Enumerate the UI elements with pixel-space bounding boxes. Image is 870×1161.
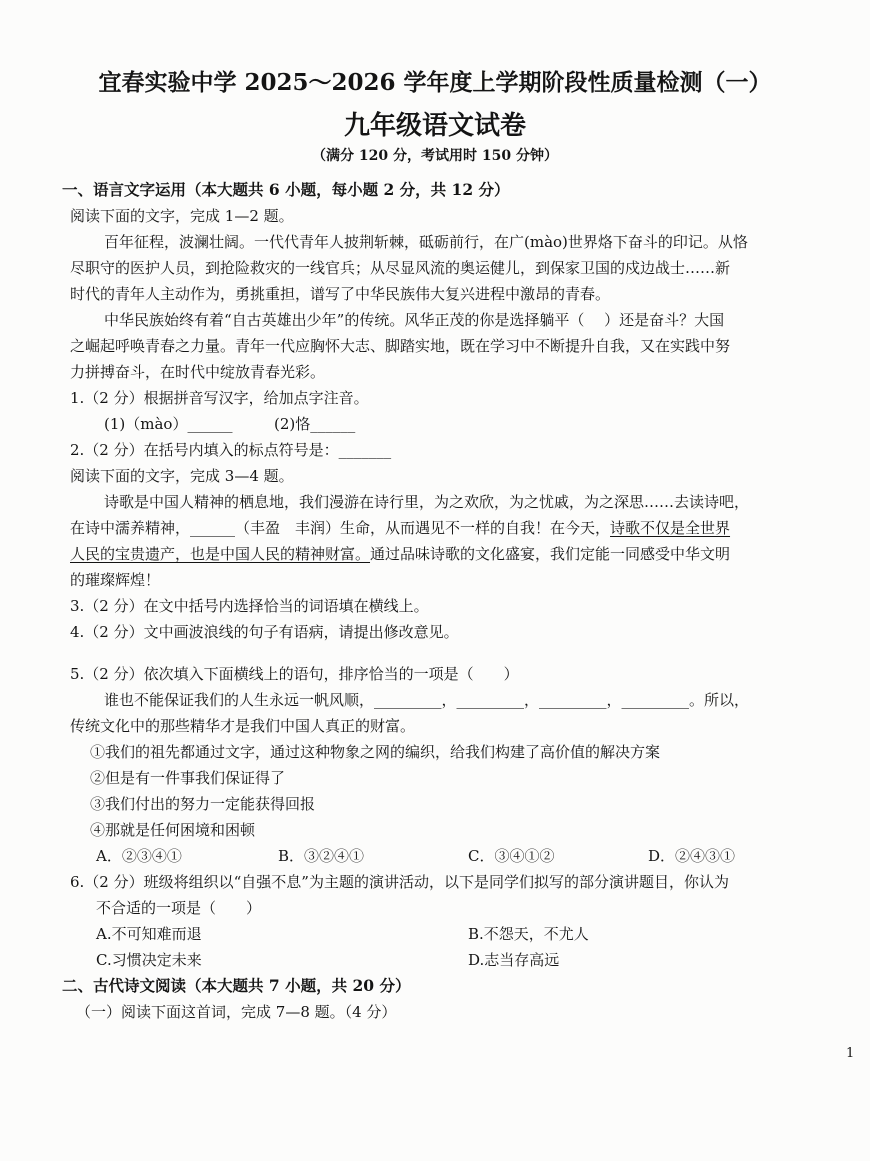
page-number: 1 (846, 1046, 855, 1061)
passage1-line: 时代的青年人主动作为，勇挑重担，谱写了中华民族伟大复兴进程中激昂的青春。 (70, 285, 611, 303)
question-1-blank-1: (1)（mào）______ (104, 415, 233, 433)
intro-q3-4: 阅读下面的文字，完成 3—4 题。 (70, 467, 294, 485)
question-5-option-c: C．③④①② (468, 847, 555, 865)
question-5-text: 传统文化中的那些精华才是我们中国人真正的财富。 (70, 717, 416, 735)
question-6-text: 不合适的一项是（ ） (96, 899, 262, 917)
exam-title: 宜春实验中学 2025～2026 学年度上学期阶段性质量检测（一） (98, 69, 772, 96)
question-6-option-d: D.志当存高远 (468, 951, 560, 969)
question-6-option-a: A.不可知难而退 (96, 925, 202, 943)
section2-subheading: （一）阅读下面这首词，完成 7—8 题。（4 分） (76, 1003, 397, 1021)
question-5-text: 谁也不能保证我们的人生永远一帆风顺，_________，_________，_________，_________。所以， (104, 691, 750, 709)
passage2-text: 在诗中濡养精神，______（丰盈 丰润）生命，从而遇见不一样的自我！在今天， (70, 519, 611, 537)
question-5: 5.（2 分）依次填入下面横线上的语句，排序恰当的一项是（ ） (70, 665, 519, 683)
wavy-underlined-sentence: 诗歌不仅是全世界 (610, 519, 731, 537)
question-4: 4.（2 分）文中画波浪线的句子有语病，请提出修改意见。 (70, 623, 459, 641)
passage1-line: 尽职守的医护人员，到抢险救灾的一线官兵；从尽显风流的奥运健儿，到保家卫国的戍边战士……新 (70, 259, 731, 277)
passage2-text: 通过品味诗歌的文化盛宴，我们定能一同感受中华文明 (370, 545, 731, 563)
passage1-line: 中华民族始终有着“自古英雄出少年”的传统。风华正茂的你是选择躺平（ ）还是奋斗？大国 (104, 311, 725, 329)
question-5-item: ②但是有一件事我们保证得了 (90, 769, 286, 787)
intro-q1-2: 阅读下面的文字，完成 1—2 题。 (70, 207, 294, 225)
section1-heading: 一、语言文字运用（本大题共 6 小题，每小题 2 分，共 12 分） (62, 180, 510, 199)
section2-heading: 二、古代诗文阅读（本大题共 7 小题，共 20 分） (62, 976, 411, 995)
question-6-option-c: C.习惯决定未来 (96, 951, 202, 969)
passage1-line: 百年征程，波澜壮阔。一代代青年人披荆斩棘，砥砺前行，在广(mào)世界烙下奋斗的印记。从恪 (104, 233, 748, 251)
question-5-option-a: A．②③④① (96, 847, 182, 865)
passage2-line (70, 518, 730, 538)
question-5-item: ④那就是任何困境和困顿 (90, 821, 256, 839)
question-1: 1.（2 分）根据拼音写汉字，给加点字注音。 (70, 389, 369, 407)
wavy-underlined-sentence: 人民的宝贵遗产，也是中国人民的精神财富。 (70, 545, 371, 563)
question-2: 2.（2 分）在括号内填入的标点符号是：_______ (70, 441, 392, 459)
passage1-line: 力拼搏奋斗，在时代中绽放青春光彩。 (70, 363, 326, 381)
question-5-item: ③我们付出的努力一定能获得回报 (90, 795, 316, 813)
exam-subject-title: 九年级语文试卷 (343, 111, 526, 141)
question-6: 6.（2 分）班级将组织以“自强不息”为主题的演讲活动，以下是同学们拟写的部分演讲题目，你认为 (70, 873, 729, 891)
question-5-item: ①我们的祖先都通过文字，通过这种物象之网的编织，给我们构建了高价值的解决方案 (90, 743, 661, 761)
passage2-line: 诗歌是中国人精神的栖息地，我们漫游在诗行里，为之欢欣，为之忧戚，为之深思……去读诗吧， (104, 493, 750, 511)
passage2-line: 的璀璨辉煌！ (70, 571, 161, 589)
passage1-line: 之崛起呼唤青春之力量。青年一代应胸怀大志、脚踏实地，既在学习中不断提升自我，又在实践中努 (70, 337, 731, 355)
score-info: （满分 120 分，考试用时 150 分钟） (312, 148, 558, 164)
question-6-option-b: B.不怨天，不尤人 (468, 925, 589, 943)
question-5-option-d: D．②④③① (648, 847, 736, 865)
question-3: 3.（2 分）在文中括号内选择恰当的词语填在横线上。 (70, 597, 429, 615)
passage2-line (70, 544, 730, 564)
question-5-option-b: B．③②④① (278, 847, 365, 865)
question-1-blank-2: (2)恪______ (274, 415, 356, 433)
